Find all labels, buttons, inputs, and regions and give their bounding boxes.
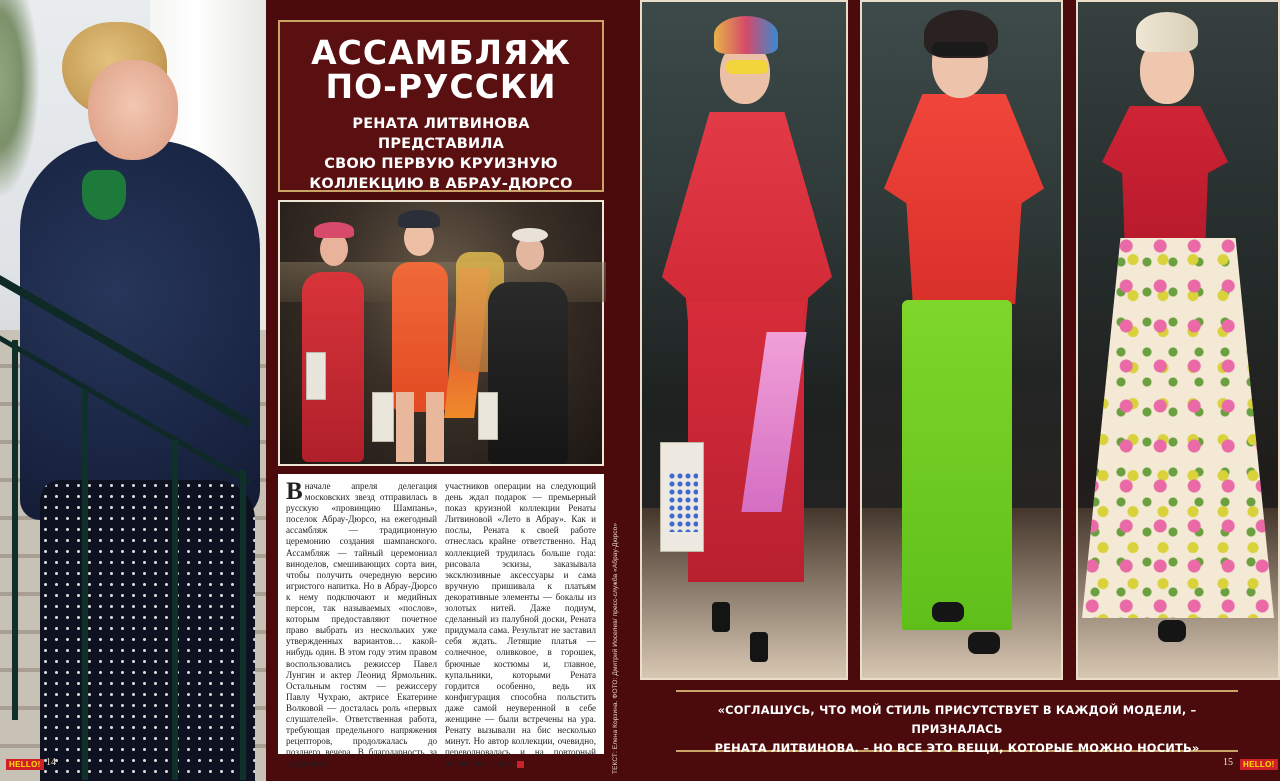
floral-maxi-skirt (1082, 238, 1274, 618)
shoe (968, 632, 1000, 654)
red-blouse (884, 94, 1044, 304)
subtitle-line-3: КОЛЛЕКЦИЮ В АБРАУ-ДЮРСО (309, 176, 573, 192)
pull-quote-line-2: РЕНАТА ЛИТВИНОВА. – НО ВСЕ ЭТО ВЕЩИ, КОТОРЫЕ МОЖНО НОСИТЬ» (714, 741, 1200, 755)
model-headscarf (1136, 12, 1198, 52)
photo-credits: ТЕКСТ: Елена Корзина. ФОТО: Дмитрий Иоселев/ пресс-служба «Абрау-Дюрсо» (612, 522, 619, 774)
pull-quote-line-1: «СОГЛАШУСЬ, ЧТО МОЙ СТИЛЬ ПРИСУТСТВУЕТ В КАЖДОЙ МОДЕЛИ, – ПРИЗНАЛАСЬ (717, 703, 1197, 736)
headline-box (278, 20, 604, 192)
shoe (750, 632, 768, 662)
photo-baluster (240, 470, 246, 780)
sunglasses-icon (726, 60, 768, 74)
magazine-logo-right: HELLO! (1240, 759, 1278, 770)
article-column-2-text: участников операции на следующий день ждал подарок — премьерный показ круизной коллекции Ренаты Литвиновой «Лето в Абрау». Как и послы, Рената к своей работе отнеслась крайне ответственно. Над коллекцией трудилась больше года: рисовала эскизы, заказывала эксклюзивные аксессуары и сама вручную пришивала к платьям декоративные элементы — бокалы из золотых нитей. Даже подиум, сделанный из палубной доски, Рената придумала сама. Результат не заставил себя ждать. Летящие платья — солнечное, оливковое, в горошек, брючные костюмы и, главное, купальники, которыми Рената гордится особенно, ведь их конфигурация способна польстить даже самой неуверенной в себе женщине — были встречены на ура. Ренату вызывали на бис несколько минут. Но автор коллекции, очевидно, переволновалась и на повторный поклон не вышла. (445, 481, 596, 769)
photo-tote-bag (478, 392, 498, 440)
magazine-logo-left: HELLO! (6, 759, 44, 770)
photo-model-turban (314, 222, 354, 238)
page-number-right: 15 (1223, 757, 1233, 768)
photo-baluster (12, 340, 18, 720)
red-blouse (1102, 106, 1228, 246)
article-column-2 (445, 481, 596, 769)
pull-quote (676, 690, 1238, 755)
photo-model-headscarf (512, 228, 548, 242)
runway-photo-floral-skirt (1076, 0, 1280, 680)
photo-coat (20, 140, 260, 520)
photo-model-leg (426, 392, 444, 462)
article-column-1 (286, 478, 437, 769)
photo-model-orange-swimsuit (392, 262, 448, 412)
headline-line-2: ПО-РУССКИ (325, 67, 557, 106)
photo-green-collar (82, 170, 126, 220)
sunglasses-icon (932, 42, 988, 56)
subtitle (292, 114, 590, 194)
runway-photo-red-robe (640, 0, 848, 680)
subtitle-line-1: РЕНАТА ЛИТВИНОВА ПРЕДСТАВИЛА (352, 116, 530, 152)
photo-model-black-pajama (488, 282, 568, 464)
portrait-photo (0, 0, 266, 781)
photo-tote-bag (306, 352, 326, 400)
headline-line-1: АССАМБЛЯЖ (311, 33, 571, 72)
photo-model-turban (398, 210, 440, 228)
photo-face (88, 60, 178, 160)
shoe (712, 602, 730, 632)
end-mark-icon (517, 761, 524, 768)
runway-photo-green-trousers (860, 0, 1063, 680)
green-trousers (902, 300, 1012, 630)
article-dropcap: В (286, 478, 303, 505)
article-column-1-text: начале апреля делегация московских звезд отправилась в русскую «провинцию Шампань», поселок Абрау-Дюрсо, на ежегодный ассамбляж — традиционную церемонию создания шампанского. Ассамбляж — тайный церемониал виноделов, смешивающих сорта вин, чтобы получить очередную версию игристого напитка. Но в Абрау-Дюрсо к нему подключают и медийных персон, так называемых «послов», которым предоставляют почетное право выбрать из нескольких уже утвержденных вариантов… какой-нибудь один. В этом году этим правом воспользовались режиссер Павел Лунгин и актер Леонид Ярмольник. Остальным гостям — режиссеру Павлу Чухраю, актрисе Екатерине Волковой — досталась роль «первых слушателей». Ответственная работа, требующая предельного напряжения рецепторов, продолжалась до позднего вечера. В благодарность за труды всех (286, 481, 437, 769)
shoe (932, 602, 964, 622)
model-turban (714, 16, 778, 54)
photo-model-leg (396, 392, 414, 462)
subtitle-line-2: СВОЮ ПЕРВУЮ КРУИЗНУЮ (324, 156, 558, 172)
photo-tree (0, 0, 40, 200)
photo-tote-bag (372, 392, 394, 442)
photo-baluster (172, 440, 178, 780)
tote-bag-print (668, 472, 698, 532)
page-number-left: 14 (46, 757, 56, 768)
shoe (1158, 620, 1186, 642)
photo-baluster (82, 390, 88, 780)
runway-group-photo (278, 200, 604, 466)
article-body (278, 474, 604, 769)
photo-polka-dot-skirt (40, 480, 255, 781)
